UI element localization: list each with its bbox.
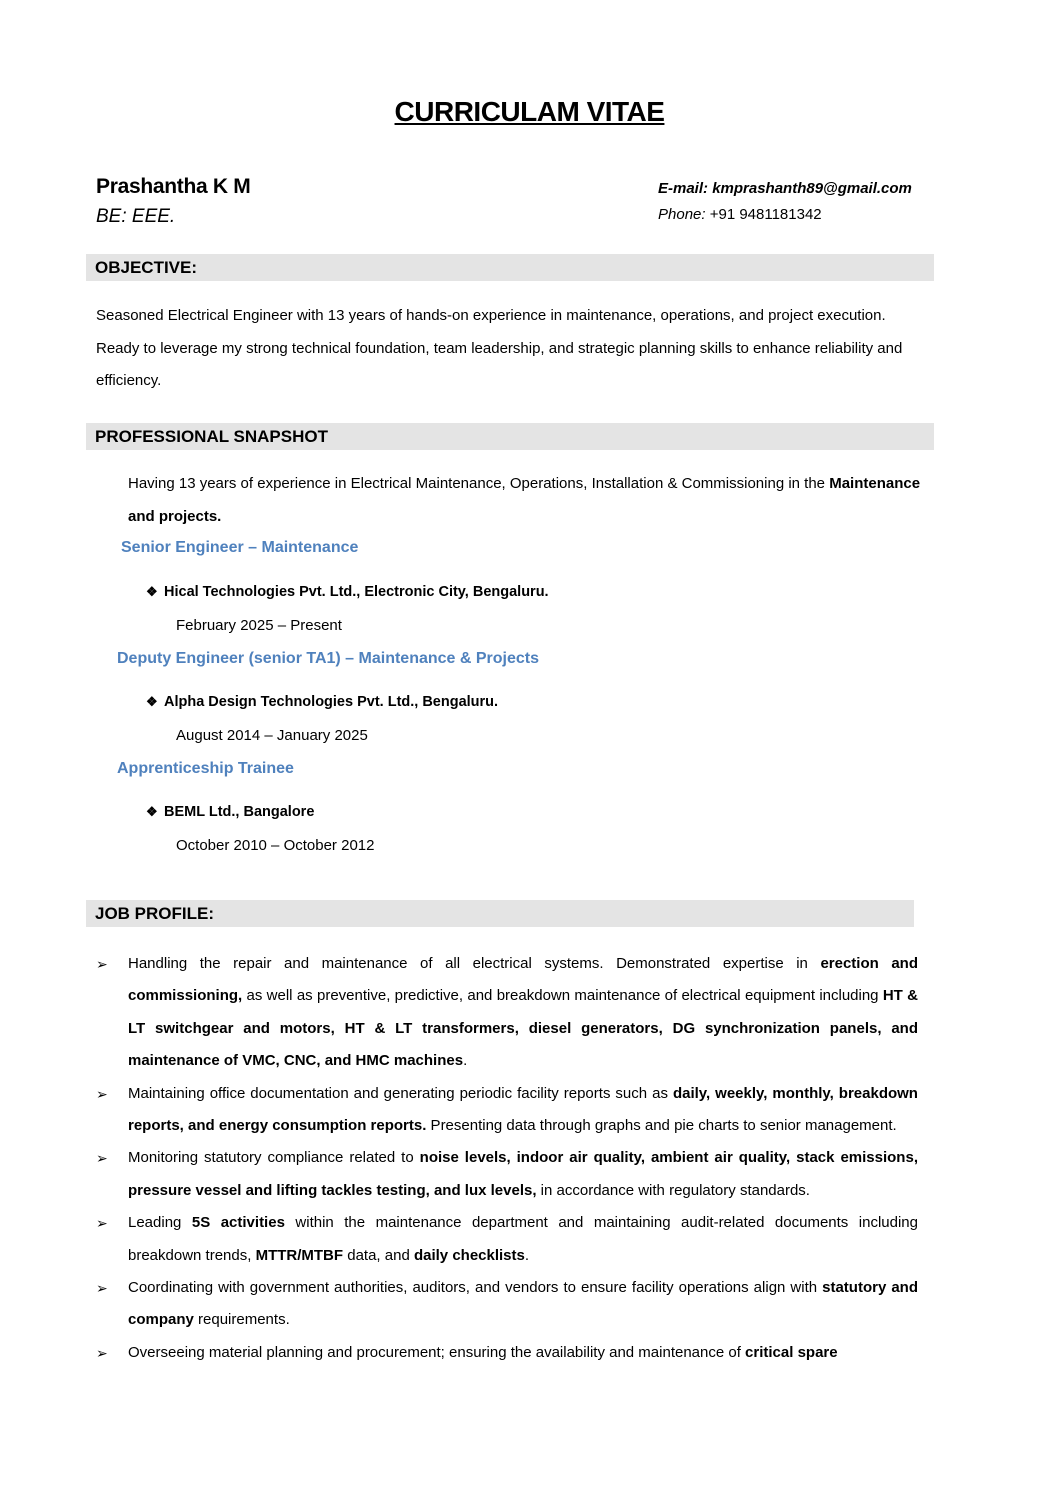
item-text-bold: HT & LT switchgear and motors, HT & LT transformers, diesel generators, DG synchronization panels, and maintenance of VMC, CNC, and HMC machines (128, 987, 918, 1070)
company-line (146, 804, 314, 820)
item-text-bold: statutory and company (128, 1279, 918, 1329)
item-text-bold: MTTR/MTBF (255, 1246, 344, 1264)
item-text: requirements. (193, 1311, 290, 1329)
contact-block (658, 176, 912, 228)
item-text: Overseeing material planning and procurement; ensuring the availability and maintenance of (128, 1343, 746, 1361)
item-text: . (524, 1246, 530, 1264)
job-profile-item (96, 948, 918, 1078)
item-text: data, and (343, 1246, 414, 1264)
item-text: Monitoring statutory compliance related to (128, 1149, 420, 1167)
item-text-bold: 5S activities (191, 1214, 285, 1232)
arrow-bullet-icon: ➢ (96, 1150, 108, 1167)
arrow-bullet-icon: ➢ (96, 1344, 108, 1361)
employment-dates: August 2014 – January 2025 (176, 727, 368, 744)
item-text: within the maintenance department and maintaining audit-related documents including breakdown trends, (128, 1214, 918, 1264)
employment-dates: October 2010 – October 2012 (176, 837, 375, 854)
diamond-bullet-icon: ❖ (146, 694, 158, 709)
diamond-bullet-icon: ❖ (146, 584, 158, 599)
job-profile-item (96, 1337, 918, 1369)
employment-dates: February 2025 – Present (176, 617, 342, 634)
section-heading-objective: OBJECTIVE: (86, 254, 934, 281)
section-heading-job-profile: JOB PROFILE: (86, 900, 914, 927)
item-text-bold: critical spare (745, 1343, 838, 1361)
item-text-bold: daily checklists (413, 1246, 525, 1264)
item-text: . (463, 1052, 468, 1070)
job-profile-list (96, 948, 918, 1369)
company-line (146, 584, 549, 600)
phone-line (658, 202, 912, 228)
email-address[interactable]: kmprashanth89@gmail.com (712, 180, 912, 197)
phone-number: +91 9481181342 (705, 206, 822, 223)
item-text-bold: daily, weekly, monthly, breakdown reports, and energy consumption reports. (128, 1084, 918, 1135)
item-text: in accordance with regulatory standards. (536, 1181, 810, 1199)
job-profile-item (96, 1142, 918, 1207)
email-label: E-mail: (658, 180, 713, 197)
job-profile-item (96, 1272, 918, 1337)
role-title: Deputy Engineer (senior TA1) – Maintenance & Projects (117, 650, 540, 667)
section-heading-snapshot: PROFESSIONAL SNAPSHOT (86, 423, 934, 450)
item-text: Maintaining office documentation and generating periodic facility reports such as (128, 1084, 673, 1102)
item-text-bold: erection and commissioning, (128, 955, 918, 1005)
job-profile-item (96, 1078, 918, 1143)
company-name: BEML Ltd., Bangalore (164, 804, 315, 820)
phone-label: Phone: (658, 206, 706, 223)
objective-text: Seasoned Electrical Engineer with 13 years of hands-on experience in maintenance, operations, and project execution. Ready to leverage my strong technical foundation, team leadership, and strategic planning skills to enhance reliability and efficiency. (96, 307, 903, 389)
arrow-bullet-icon: ➢ (96, 1085, 108, 1102)
snapshot-intro-bold: Maintenance and projects. (128, 475, 921, 525)
arrow-bullet-icon: ➢ (96, 1215, 108, 1232)
company-name: Alpha Design Technologies Pvt. Ltd., Bengaluru. (164, 694, 499, 710)
email-line (658, 176, 912, 202)
snapshot-intro-text: Having 13 years of experience in Electrical Maintenance, Operations, Installation & Commissioning in the (128, 475, 830, 492)
arrow-bullet-icon: ➢ (96, 956, 108, 972)
job-profile-item (96, 1207, 918, 1272)
role-title: Senior Engineer – Maintenance (121, 539, 359, 556)
diamond-bullet-icon: ❖ (146, 804, 158, 819)
document-title: CURRICULAM VITAE (394, 96, 665, 127)
company-line (146, 694, 498, 710)
item-text: Handling the repair and maintenance of all electrical systems. Demonstrated expertise in (128, 955, 821, 972)
item-text: as well as preventive, predictive, and breakdown maintenance of electrical equipment including (242, 987, 883, 1005)
item-text-bold: noise levels, indoor air quality, ambient air quality, stack emissions, pressure vessel and lifting tackles testing, and lux levels, (128, 1149, 918, 1199)
item-text: Presenting data through graphs and pie charts to senior management. (426, 1117, 897, 1135)
role-title: Apprenticeship Trainee (117, 760, 294, 777)
item-text: Leading (128, 1214, 192, 1232)
company-name: Hical Technologies Pvt. Ltd., Electronic City, Bengaluru. (164, 584, 549, 600)
arrow-bullet-icon: ➢ (96, 1280, 108, 1297)
candidate-name: Prashantha K M (96, 175, 251, 198)
snapshot-intro (128, 467, 928, 533)
candidate-degree: BE: EEE. (96, 206, 176, 227)
item-text: Coordinating with government authorities, auditors, and vendors to ensure facility operations align with (128, 1279, 823, 1297)
